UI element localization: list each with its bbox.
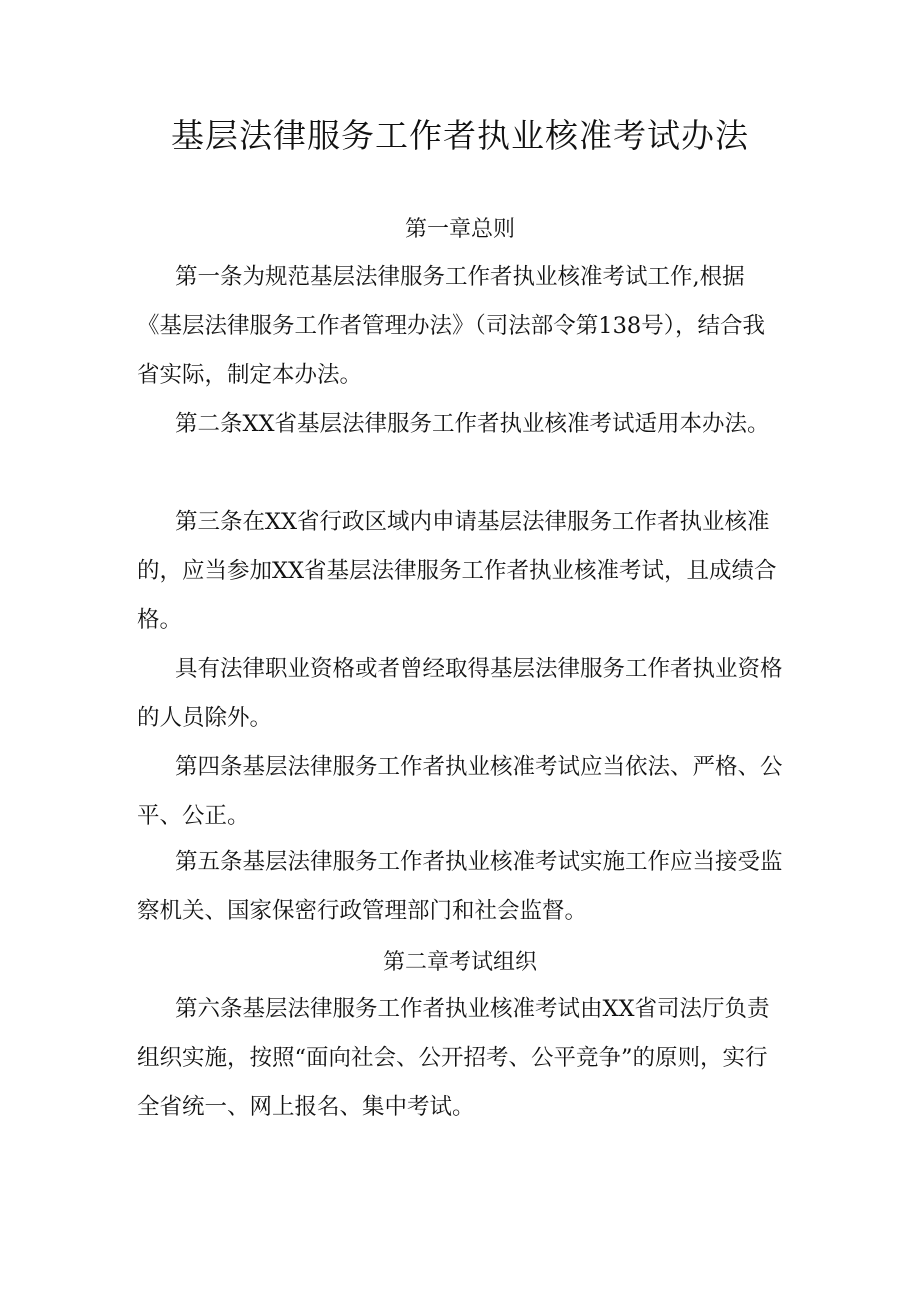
article-3-paragraph-2: 具有法律职业资格或者曾经取得基层法律服务工作者执业资格的人员除外。 xyxy=(137,656,783,731)
document-title: 基层法律服务工作者执业核准考试办法 xyxy=(171,116,749,155)
article-6: 第六条基层法律服务工作者执业核准考试由XX省司法厅负责组织实施，按照“面向社会、公开招考、公平竞争”的原则，实行全省统一、网上报名、集中考试。 xyxy=(137,996,770,1120)
article-1: 第一条为规范基层法律服务工作者执业核准考试工作,根据《基层法律服务工作者管理办法》（司法部令第138号），结合我省实际，制定本办法。 xyxy=(137,264,765,388)
chapter-2-heading: 第二章考试组织 xyxy=(382,950,537,975)
article-4: 第四条基层法律服务工作者执业核准考试应当依法、严格、公平、公正。 xyxy=(137,754,783,829)
article-5: 第五条基层法律服务工作者执业核准考试实施工作应当接受监察机关、国家保密行政管理部门和社会监督。 xyxy=(137,849,783,924)
article-3: 第三条在XX省行政区域内申请基层法律服务工作者执业核准的，应当参加XX省基层法律服务工作者执业核准考试，且成绩合格。 xyxy=(137,509,777,633)
article-2: 第二条XX省基层法律服务工作者执业核准考试适用本办法。 xyxy=(175,411,770,437)
chapter-1-heading: 第一章总则 xyxy=(404,217,515,242)
